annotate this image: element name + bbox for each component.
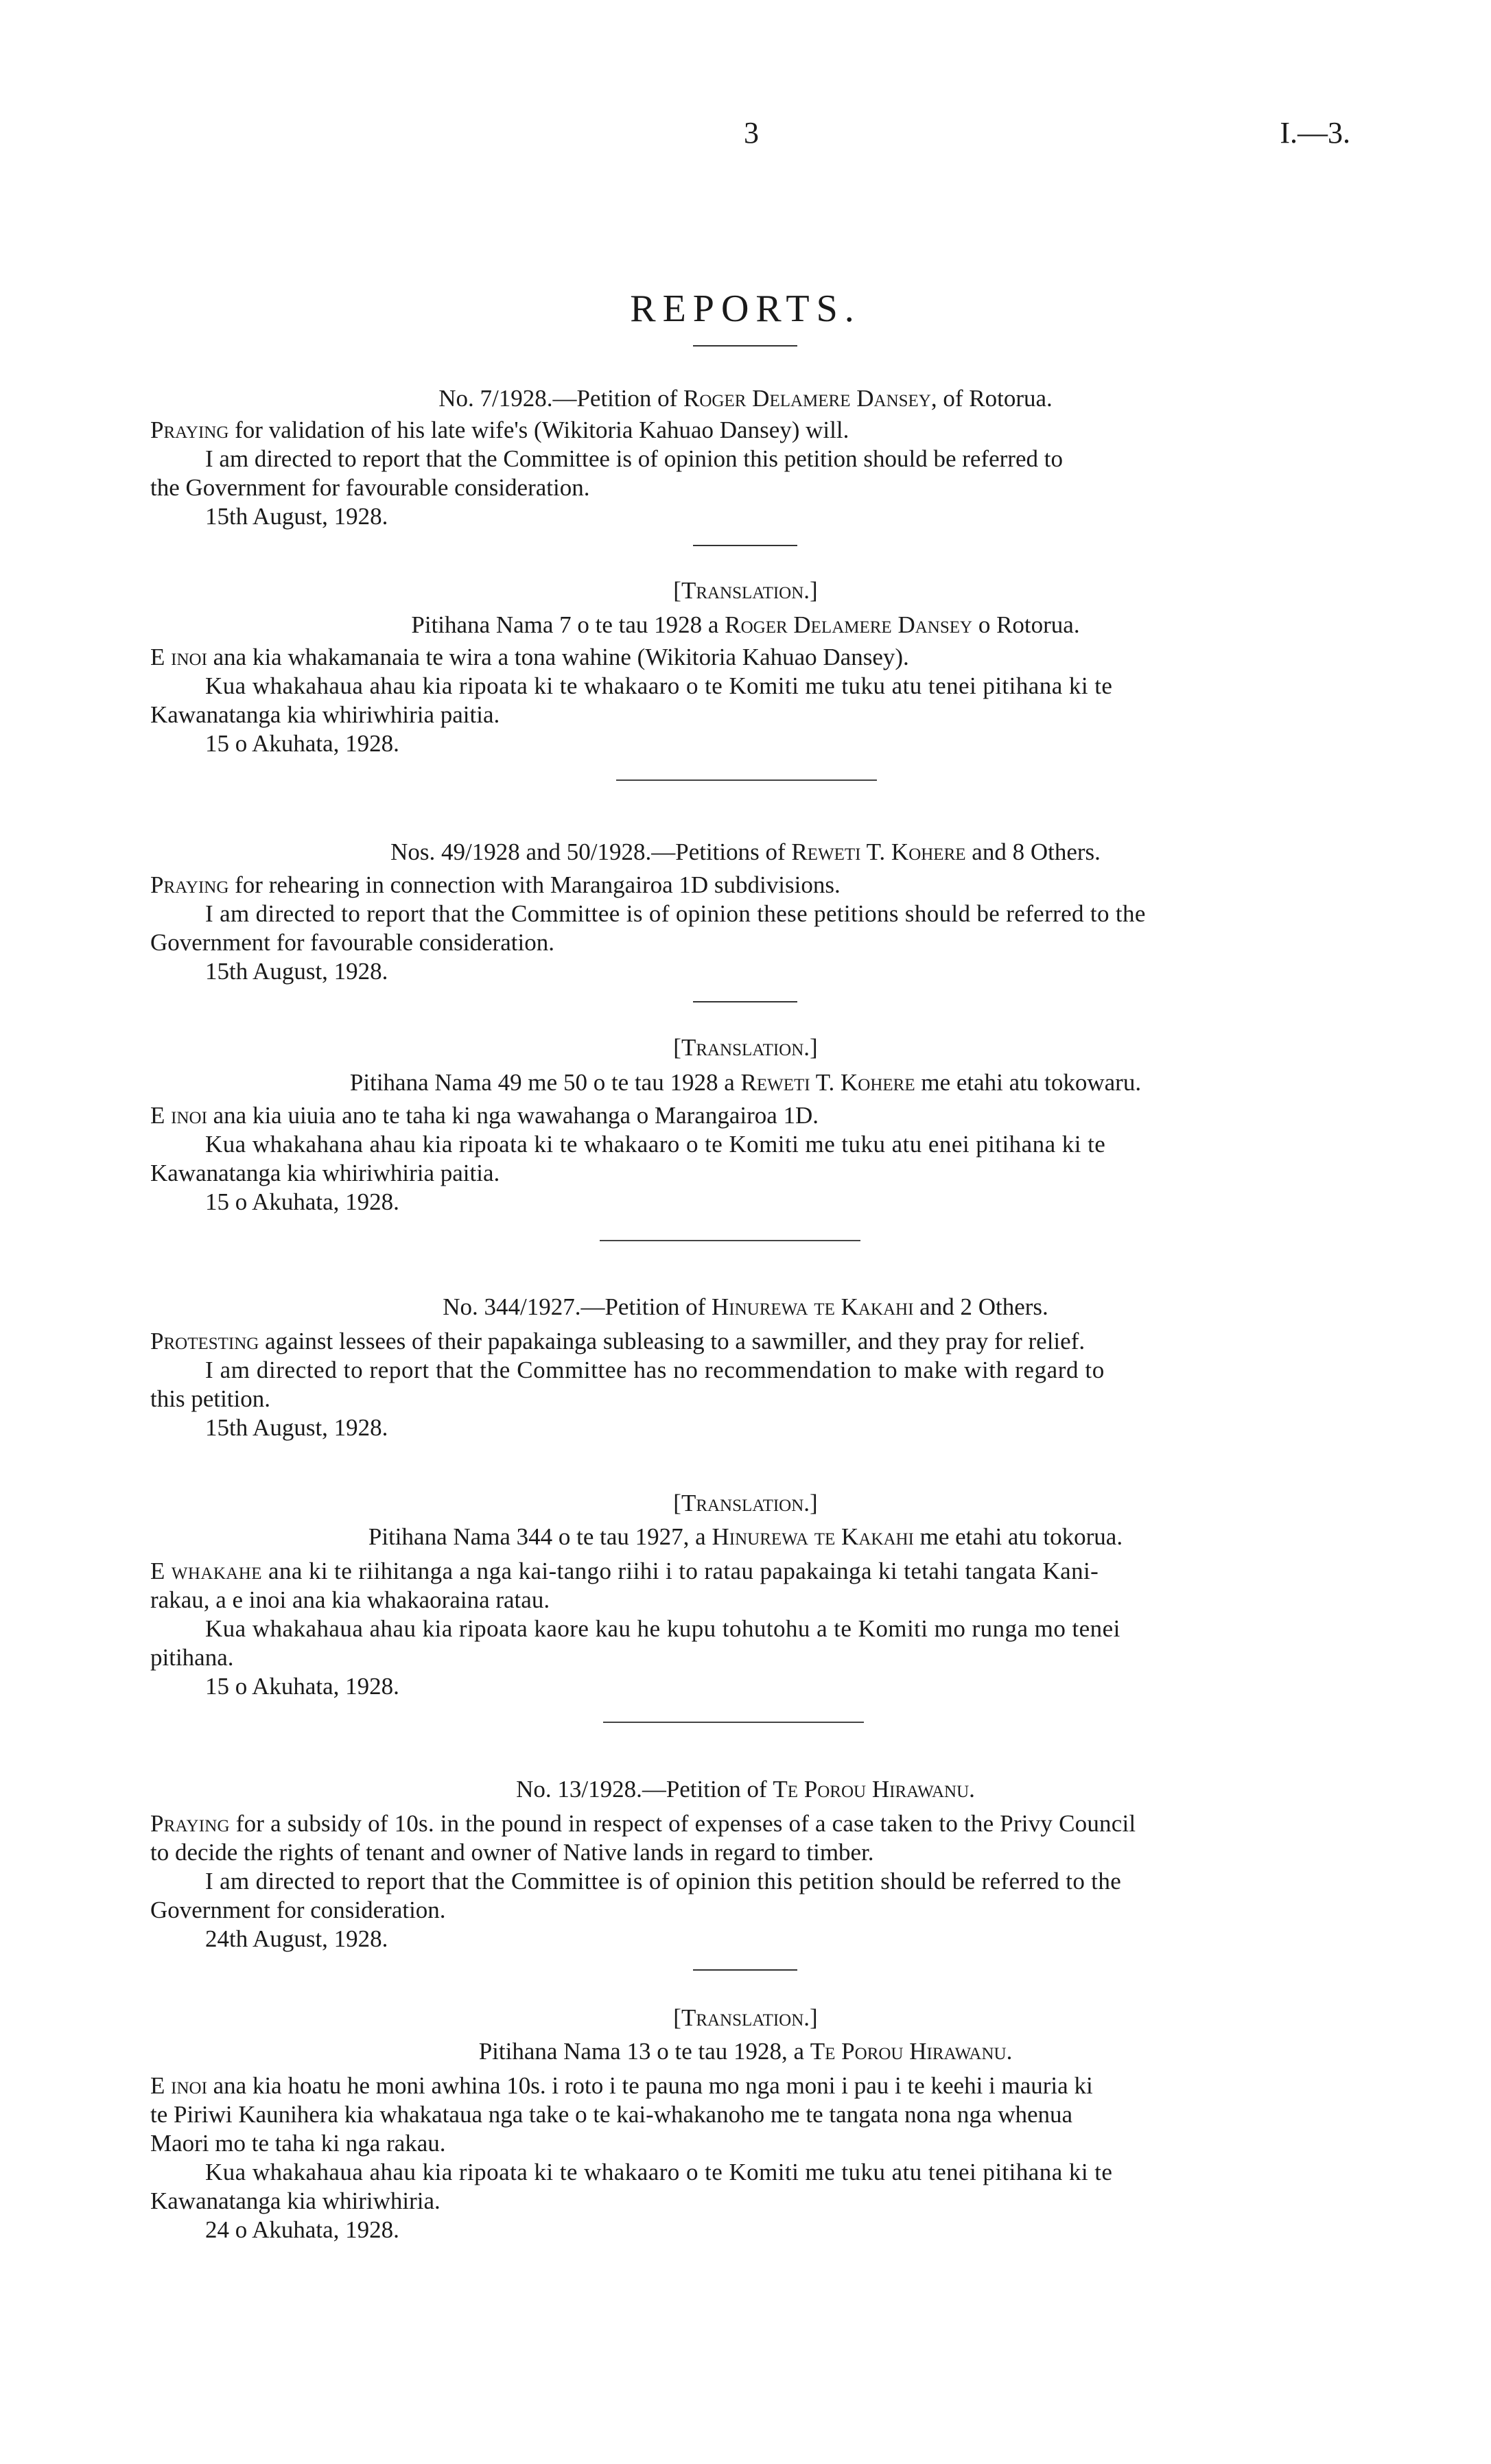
- section-3-translation-report-line-1: Kua whakahaua ahau kia ripoata kaore kau he kupu tohutohu a te Komiti mo runga mo tenei: [205, 1615, 1120, 1642]
- section-3-translation-heading: Pitihana Nama 344 o te tau 1927, a Hinurewa te Kakahi me etahi atu tokorua.: [368, 1523, 1123, 1550]
- section-2-translation-praying: E inoi ana kia uiuia ano te taha ki nga wawahanga o Marangairoa 1D.: [150, 1102, 819, 1129]
- section-2-translation-report-line-1: Kua whakahana ahau kia ripoata ki te whakaaro o te Komiti me tuku atu enei pitihana ki te: [205, 1131, 1106, 1158]
- section-1-translation-label: [Translation.]: [673, 577, 818, 604]
- page-title: REPORTS.: [630, 288, 861, 330]
- section-3-translation-report-line-2: pitihana.: [150, 1644, 234, 1671]
- section-4-translation-praying-line-2: te Piriwi Kaunihera kia whakataua nga take o te kai-whakanoho me te tangata nona nga whenua: [150, 2101, 1073, 2128]
- section-4-date: 24th August, 1928.: [205, 1925, 388, 1952]
- section-3-translation-protest-line-2: rakau, a e inoi ana kia whakaoraina ratau.: [150, 1586, 550, 1613]
- section-1-translation-praying: E inoi ana kia whakamanaia te wira a tona wahine (Wikitoria Kahuao Dansey).: [150, 644, 909, 670]
- section-1-rule: [693, 545, 797, 546]
- section-4-translation-report-line-2: Kawanatanga kia whiriwhiria.: [150, 2187, 441, 2214]
- section-2-date: 15th August, 1928.: [205, 958, 388, 985]
- section-4-rule: [693, 1969, 797, 1971]
- section-4-report-line-1: I am directed to report that the Committee is of opinion this petition should be referred to the: [205, 1868, 1122, 1894]
- section-2-rule: [693, 1001, 797, 1002]
- section-2-divider: [600, 1240, 860, 1241]
- section-4-report-line-2: Government for consideration.: [150, 1897, 446, 1923]
- section-3-translation-protest-line-1: E whakahe ana ki te riihitanga a nga kai-tango riihi i to ratau papakainga ki tetahi tangata Kani-: [150, 1558, 1099, 1584]
- section-1-divider: [616, 779, 877, 781]
- section-1-translation-report-line-2: Kawanatanga kia whiriwhiria paitia.: [150, 701, 500, 728]
- section-1-date: 15th August, 1928.: [205, 503, 388, 530]
- section-4-translation-praying-line-1: E inoi ana kia hoatu he moni awhina 10s. i roto i te pauna mo nga moni i pau i te keehi i mauria ki: [150, 2072, 1093, 2099]
- section-1-report-line-2: the Government for favourable consideration.: [150, 474, 590, 501]
- section-1-heading: No. 7/1928.—Petition of Roger Delamere Dansey, of Rotorua.: [438, 385, 1053, 412]
- section-2-translation-date: 15 o Akuhata, 1928.: [205, 1188, 399, 1215]
- section-2-translation-label: [Translation.]: [673, 1034, 818, 1061]
- section-4-translation-report-line-1: Kua whakahaua ahau kia ripoata ki te whakaaro o te Komiti me tuku atu tenei pitihana ki te: [205, 2159, 1113, 2185]
- section-3-translation-label: [Translation.]: [673, 1490, 818, 1516]
- section-2-heading: Nos. 49/1928 and 50/1928.—Petitions of Reweti T. Kohere and 8 Others.: [390, 838, 1101, 865]
- section-2-report-line-2: Government for favourable consideration.: [150, 929, 554, 956]
- section-1-translation-date: 15 o Akuhata, 1928.: [205, 730, 399, 757]
- section-3-divider: [603, 1722, 864, 1723]
- section-2-translation-report-line-2: Kawanatanga kia whiriwhiria paitia.: [150, 1160, 500, 1186]
- section-4-translation-label: [Translation.]: [673, 2004, 818, 2031]
- section-2-praying: Praying for rehearing in connection with Marangairoa 1D subdivisions.: [150, 871, 841, 898]
- page-number: 3: [744, 116, 759, 150]
- section-2-translation-heading: Pitihana Nama 49 me 50 o te tau 1928 a Reweti T. Kohere me etahi atu tokowaru.: [349, 1069, 1142, 1096]
- section-3-report-line-1: I am directed to report that the Committee has no recommendation to make with regard to: [205, 1357, 1105, 1383]
- document-reference: I.—3.: [1280, 116, 1350, 150]
- title-rule: [693, 345, 797, 347]
- section-1-translation-report-line-1: Kua whakahaua ahau kia ripoata ki te whakaaro o te Komiti me tuku atu tenei pitihana ki te: [205, 672, 1113, 699]
- section-1-translation-heading: Pitihana Nama 7 o te tau 1928 a Roger Delamere Dansey o Rotorua.: [411, 611, 1080, 638]
- section-3-date: 15th August, 1928.: [205, 1414, 388, 1441]
- section-4-praying-line-1: Praying for a subsidy of 10s. in the pound in respect of expenses of a case taken to the Privy Council: [150, 1810, 1136, 1837]
- section-1-report-line-1: I am directed to report that the Committee is of opinion this petition should be referred to: [205, 445, 1063, 472]
- section-4-praying-line-2: to decide the rights of tenant and owner of Native lands in regard to timber.: [150, 1839, 874, 1866]
- section-3-heading: No. 344/1927.—Petition of Hinurewa te Kakahi and 2 Others.: [443, 1293, 1048, 1320]
- section-3-protesting: Protesting against lessees of their papakainga subleasing to a sawmiller, and they pray for relief.: [150, 1328, 1085, 1354]
- section-2-report-line-1: I am directed to report that the Committee is of opinion these petitions should be referred to the: [205, 900, 1146, 927]
- section-4-translation-praying-line-3: Maori mo te taha ki nga rakau.: [150, 2130, 446, 2157]
- section-1-praying: Praying for validation of his late wife's (Wikitoria Kahuao Dansey) will.: [150, 416, 849, 443]
- section-4-translation-heading: Pitihana Nama 13 o te tau 1928, a Te Porou Hirawanu.: [478, 2038, 1013, 2065]
- section-3-report-line-2: this petition.: [150, 1385, 270, 1412]
- section-3-translation-date: 15 o Akuhata, 1928.: [205, 1673, 399, 1700]
- section-4-heading: No. 13/1928.—Petition of Te Porou Hirawanu.: [516, 1776, 975, 1803]
- section-4-translation-date: 24 o Akuhata, 1928.: [205, 2216, 399, 2243]
